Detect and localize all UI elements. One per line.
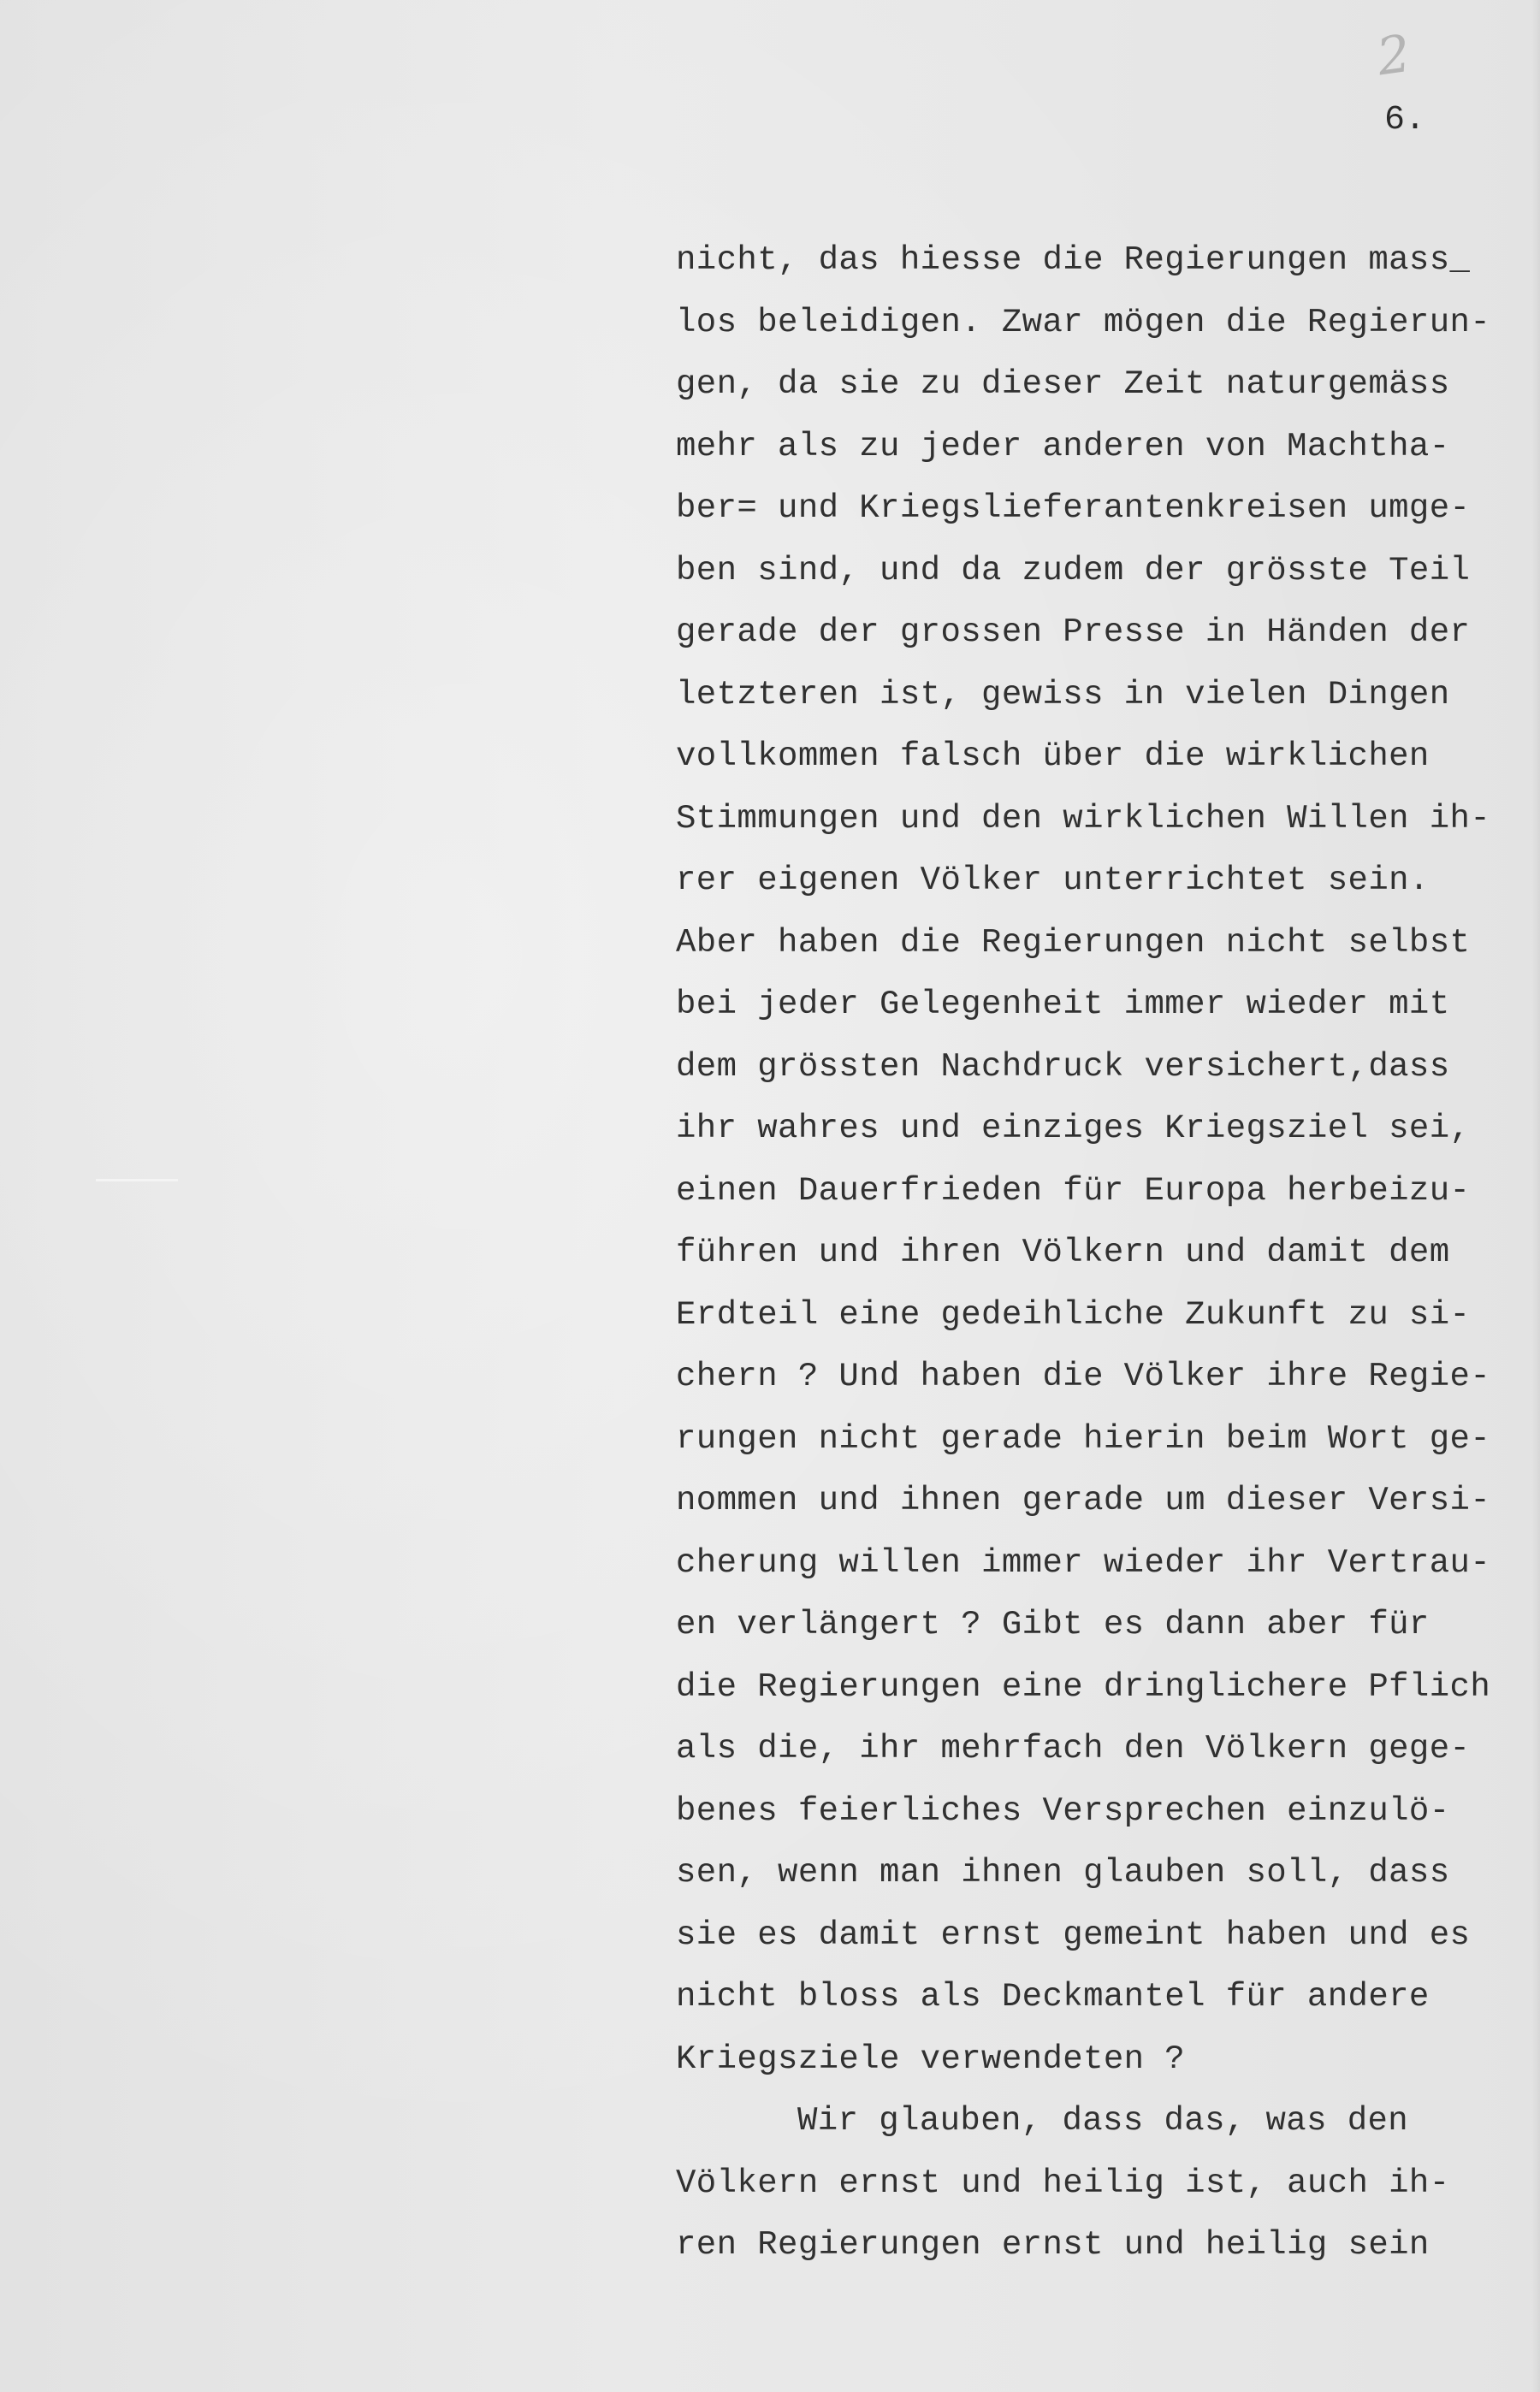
text-line-19: chern ? Und haben die Völker ihre Regie- — [676, 1358, 1491, 1395]
margin-mark — [96, 1179, 178, 1181]
text-line-9: vollkommen falsch über die wirklichen — [676, 737, 1430, 775]
text-line-20: rungen nicht gerade hierin beim Wort ge- — [676, 1419, 1491, 1458]
text-line-16: einen Dauerfrieden für Europa herbeizu- — [676, 1171, 1471, 1210]
text-line-25: als die, ihr mehrfach den Völkern gege- — [676, 1730, 1471, 1767]
text-line-7: gerade der grossen Presse in Händen der — [676, 613, 1471, 651]
text-line-18: Erdteil eine gedeihliche Zukunft zu si- — [676, 1295, 1471, 1334]
text-line-11: rer eigenen Völker unterrichtet sein. — [676, 861, 1430, 899]
typewritten-body — [676, 229, 1536, 2277]
text-line-10: Stimmungen und den wirklichen Willen ih- — [676, 799, 1491, 838]
text-line-30: Kriegsziele verwendeten ? — [676, 2040, 1186, 2078]
text-line-1: nicht, das hiesse die Regierungen mass_ — [676, 241, 1471, 279]
text-line-33: ren Regierungen ernst und heilig sein — [676, 2226, 1430, 2264]
text-line-23: en verlängert ? Gibt es dann aber für — [676, 1606, 1430, 1643]
text-line-13: bei jeder Gelegenheit immer wieder mit — [676, 986, 1450, 1023]
text-line-2: los beleidigen. Zwar mögen die Regierun- — [676, 303, 1491, 341]
text-line-29: nicht bloss als Deckmantel für andere — [676, 1978, 1430, 2016]
text-line-6: ben sind, und da zudem der grösste Teil — [676, 551, 1471, 589]
text-line-31-paragraph-start: Wir glauben, dass das, was den — [797, 2102, 1409, 2140]
text-line-14: dem grössten Nachdruck versichert,dass — [676, 1047, 1450, 1086]
text-line-3: gen, da sie zu dieser Zeit naturgemäss — [676, 365, 1450, 403]
text-line-27: sen, wenn man ihnen glauben soll, dass — [676, 1854, 1450, 1892]
text-line-17: führen und ihren Völkern und damit dem — [676, 1234, 1450, 1271]
text-line-28: sie es damit ernst gemeint haben und es — [676, 1915, 1471, 1954]
text-line-5: ber= und Kriegslieferantenkreisen umge- — [676, 489, 1471, 527]
text-line-15: ihr wahres und einziges Kriegsziel sei, — [676, 1110, 1471, 1147]
text-line-24: die Regierungen eine dringlichere Pflich — [676, 1667, 1491, 1706]
text-line-21: nommen und ihnen gerade um dieser Versi- — [676, 1482, 1491, 1519]
text-line-26: benes feierliches Versprechen einzulö- — [676, 1791, 1450, 1830]
page-number: 6. — [1384, 101, 1426, 139]
text-line-12: Aber haben die Regierungen nicht selbst — [676, 923, 1471, 962]
text-line-22: cherung willen immer wieder ihr Vertrau- — [676, 1543, 1491, 1582]
text-line-32: Völkern ernst und heilig ist, auch ih- — [676, 2164, 1450, 2202]
text-line-4: mehr als zu jeder anderen von Machtha- — [676, 427, 1450, 465]
folio-pencil-mark: 2 — [1373, 23, 1414, 88]
text-line-8: letzteren ist, gewiss in vielen Dingen — [676, 675, 1450, 713]
